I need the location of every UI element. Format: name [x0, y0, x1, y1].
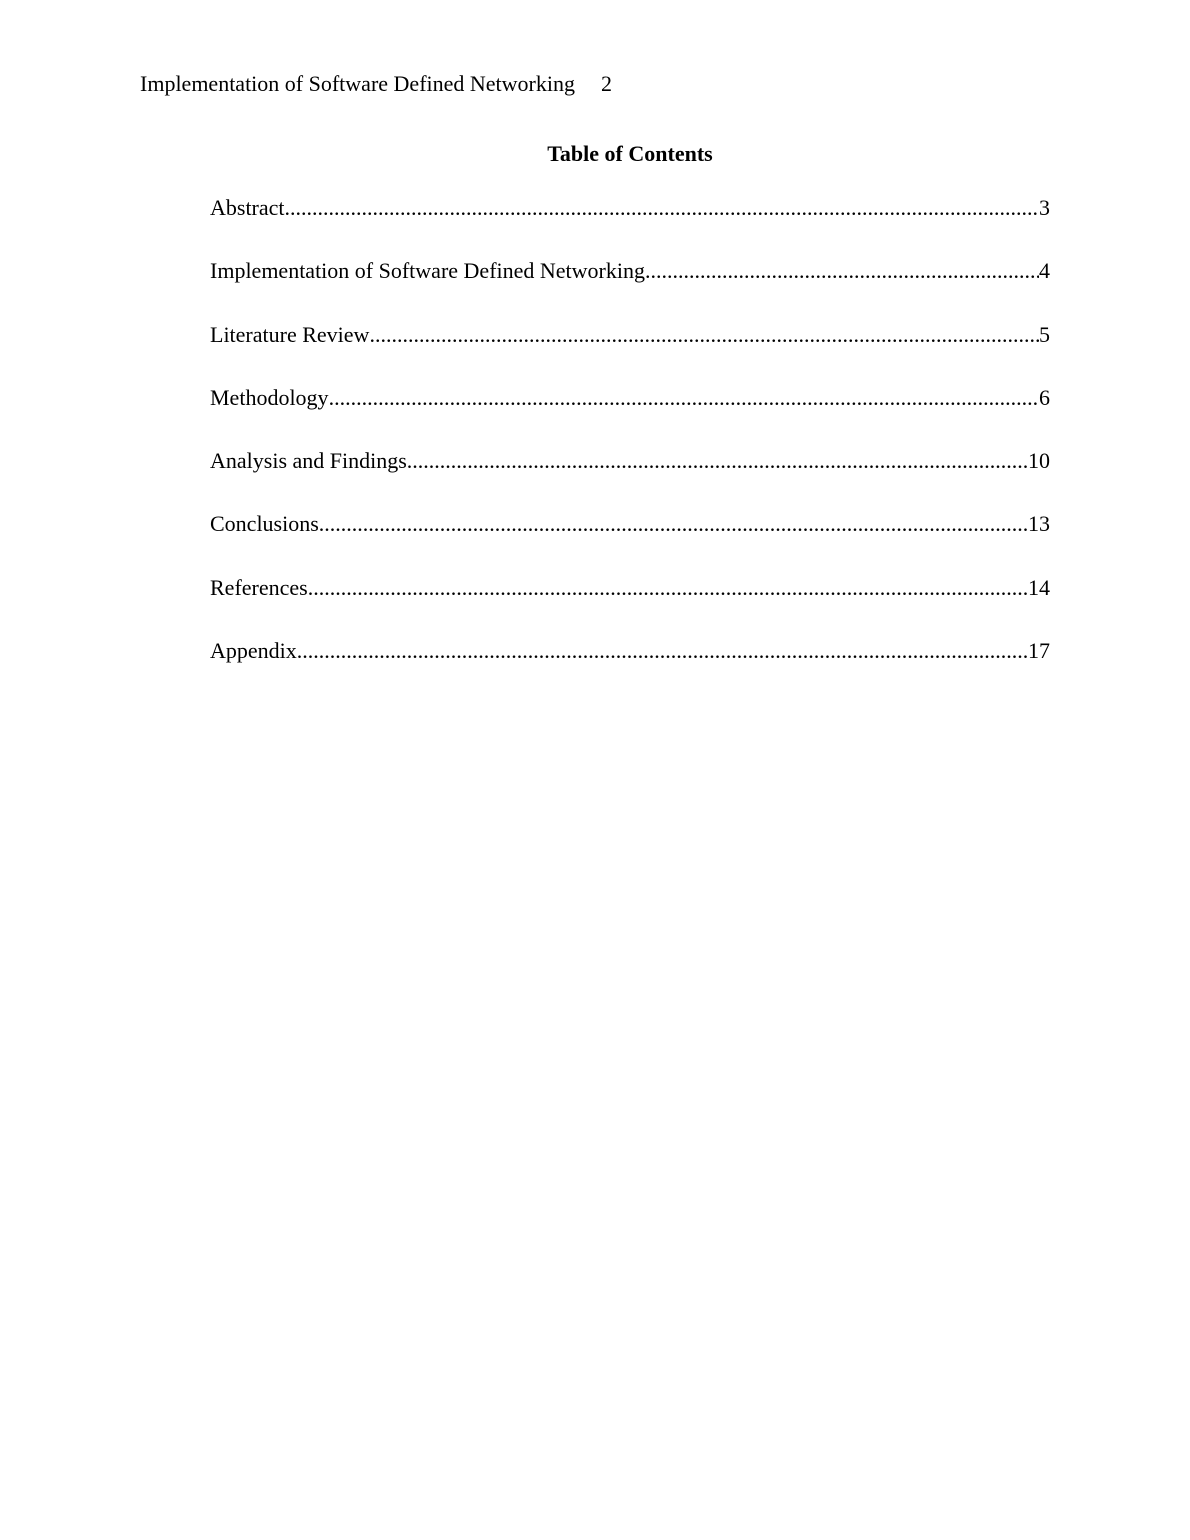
toc-entry-literature-review[interactable] [210, 321, 1050, 349]
toc-entry-label: Analysis and Findings [210, 448, 407, 474]
toc-dot-leader [407, 447, 1028, 475]
toc-entry-page: 10 [1028, 448, 1050, 474]
toc-list [210, 194, 1050, 700]
toc-dot-leader [297, 637, 1028, 665]
running-head-title: Implementation of Software Defined Networking [140, 71, 575, 96]
toc-entry-label: Methodology [210, 384, 329, 410]
toc-entry-label: References [210, 574, 308, 600]
toc-dot-leader [285, 194, 1039, 222]
toc-entry-label: Implementation of Software Defined Networking [210, 258, 645, 284]
toc-dot-leader [319, 510, 1028, 538]
toc-entry-implementation[interactable] [210, 257, 1050, 285]
toc-entry-label: Appendix [210, 638, 297, 664]
toc-entry-references[interactable] [210, 574, 1050, 602]
toc-entry-page: 6 [1039, 384, 1050, 410]
toc-entry-page: 17 [1028, 638, 1050, 664]
toc-entry-page: 14 [1028, 574, 1050, 600]
toc-entry-page: 3 [1039, 195, 1050, 220]
toc-entry-appendix[interactable] [210, 637, 1050, 665]
toc-entry-page: 4 [1039, 258, 1050, 284]
toc-title: Table of Contents [547, 141, 713, 166]
toc-entry-analysis-and-findings[interactable] [210, 447, 1050, 475]
toc-entry-label: Conclusions [210, 511, 319, 537]
toc-entry-methodology[interactable] [210, 384, 1050, 412]
running-head [140, 70, 612, 98]
toc-entry-label: Literature Review [210, 321, 370, 347]
toc-entry-conclusions[interactable] [210, 510, 1050, 538]
toc-entry-abstract[interactable] [210, 194, 1050, 222]
toc-dot-leader [369, 321, 1039, 349]
toc-entry-page: 5 [1039, 321, 1050, 347]
page-number: 2 [600, 71, 612, 96]
toc-dot-leader [329, 384, 1039, 412]
toc-dot-leader [645, 257, 1039, 285]
toc-dot-leader [308, 574, 1028, 602]
toc-entry-page: 13 [1028, 511, 1050, 537]
toc-entry-label: Abstract [210, 195, 285, 220]
